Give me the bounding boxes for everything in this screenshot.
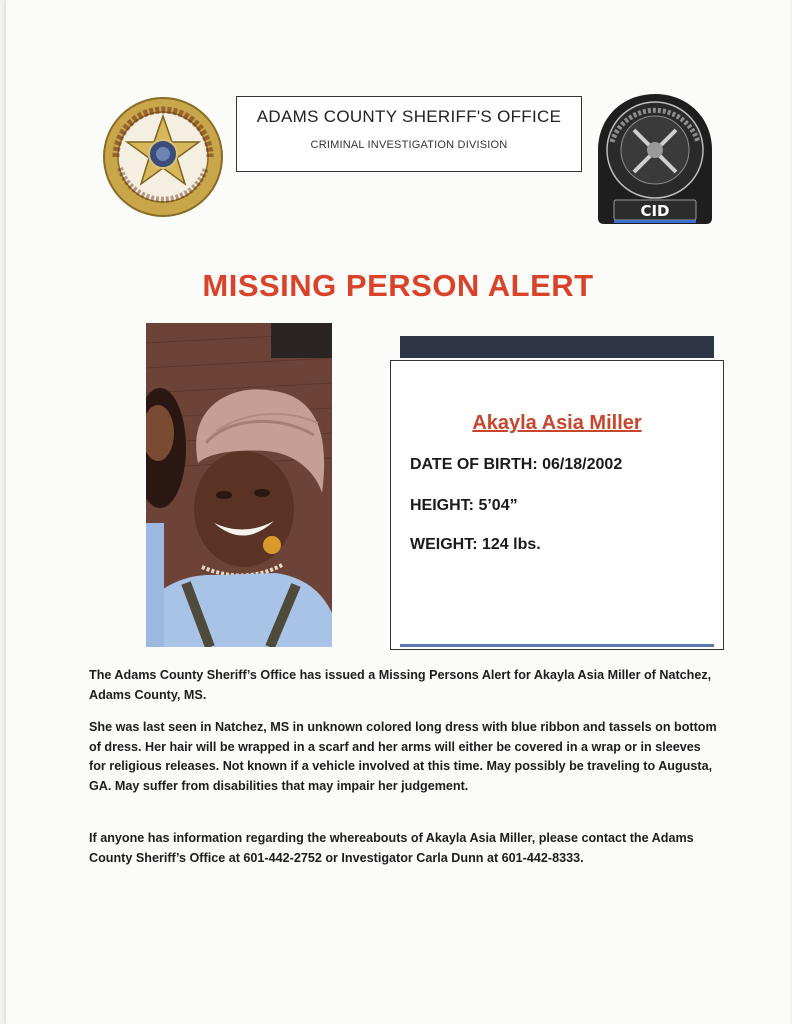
header-box bbox=[236, 96, 582, 172]
info-bottom-rule bbox=[400, 644, 714, 647]
sheriff-star-seal-icon bbox=[102, 96, 224, 218]
paragraph-alert-issued: The Adams County Sheriff’s Office has issued a Missing Persons Alert for Akayla Asia Miller of Natchez, Adams County, MS. bbox=[89, 668, 712, 702]
person-name: Akayla Asia Miller bbox=[472, 412, 642, 434]
alert-title: MISSING PERSON ALERT bbox=[202, 268, 594, 303]
flyer-page bbox=[6, 0, 790, 1024]
missing-person-photo bbox=[146, 323, 332, 647]
office-title: ADAMS COUNTY SHERIFF'S OFFICE bbox=[256, 107, 562, 126]
special-ops-badge-icon bbox=[596, 92, 714, 226]
height: HEIGHT: 5’04” bbox=[410, 497, 518, 514]
cid-badge-label: CID bbox=[640, 202, 670, 220]
date-of-birth: DATE OF BIRTH: 06/18/2002 bbox=[410, 456, 623, 473]
info-header-bar bbox=[400, 336, 714, 358]
division-subtitle: CRIMINAL INVESTIGATION DIVISION bbox=[310, 139, 508, 151]
paragraph-last-seen: She was last seen in Natchez, MS in unknown colored long dress with blue ribbon and tassels on bottom of dress. Her hair will be wrapped in a scarf and her arms will either be covered in a wrap or in sleeves for religious releases. Not known if a vehicle involved at this time. May possibly be traveling to Augusta, GA. May suffer from disabilities that may impair her judgement. bbox=[89, 720, 717, 793]
weight: WEIGHT: 124 lbs. bbox=[410, 536, 541, 553]
paragraph-contact: If anyone has information regarding the whereabouts of Akayla Asia Miller, please contact the Adams County Sheriff’s Office at 601-442-2752 or Investigator Carla Dunn at 601-442-8333. bbox=[89, 831, 694, 865]
